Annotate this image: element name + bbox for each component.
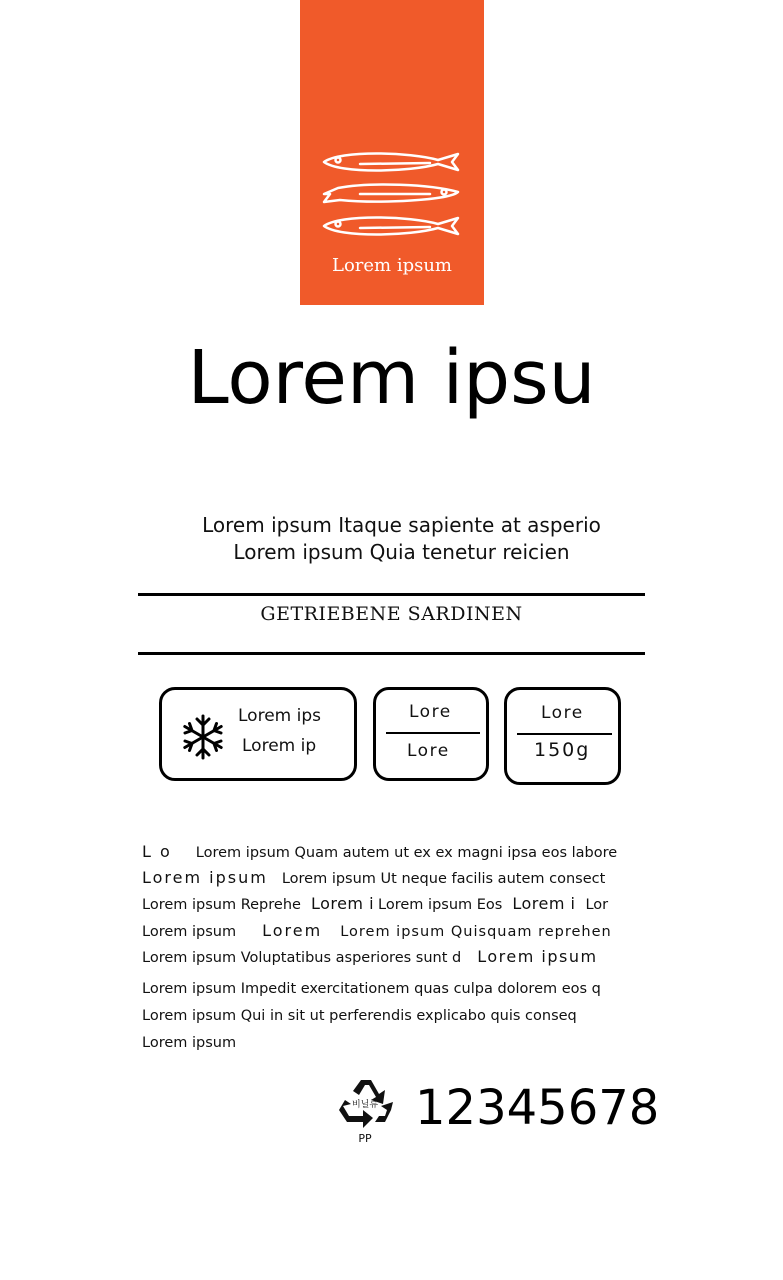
badge2-divider — [386, 732, 480, 734]
snowflake-icon — [180, 714, 226, 760]
body-row-7: Lorem ipsum Qui in sit ut perferendis explicabo quis conseq — [142, 1008, 577, 1024]
brand-name: Lorem ipsum — [331, 255, 452, 276]
body-r5a: Lorem ipsum Voluptatibus asperiores sunt d — [142, 950, 462, 966]
body-r3e: Lor — [585, 897, 609, 913]
body-row-2 — [142, 868, 642, 887]
body-r2b: Lorem ipsum Ut neque facilis autem consect — [281, 871, 606, 887]
body-row-5 — [142, 947, 642, 966]
badge3-top: Lore — [541, 703, 584, 723]
three-sardines-icon — [320, 146, 464, 242]
body-row-1 — [142, 842, 642, 861]
badge3-divider — [517, 733, 612, 735]
body-r3a: Lorem ipsum Reprehe — [142, 897, 301, 913]
info-badge-2 — [373, 687, 489, 781]
recycle-inner-text: 비닐류 — [351, 1100, 379, 1110]
frozen-badge — [159, 687, 357, 781]
body-r3d: Lorem i — [512, 894, 576, 913]
recycle-icon — [335, 1076, 395, 1132]
bottom-divider — [138, 652, 645, 655]
body-r4a: Lorem ipsum — [142, 924, 237, 940]
frozen-line-2: Lorem ip — [242, 736, 317, 756]
badge2-top: Lore — [409, 702, 452, 722]
body-row-6: Lorem ipsum Impedit exercitationem quas culpa dolorem eos q — [142, 981, 601, 997]
body-r1b: Lorem ipsum Quam autem ut ex ex magni ipsa eos labore — [195, 845, 618, 861]
body-r4c: Lorem ipsum Quisquam reprehen — [340, 924, 612, 940]
weight-badge — [504, 687, 621, 785]
body-row-4 — [142, 921, 642, 940]
logo-box — [300, 0, 484, 305]
subtitle-line-2: Lorem ipsum Quia tenetur reicien — [233, 540, 570, 564]
body-row-3 — [142, 894, 642, 913]
product-title: Lorem ipsu — [187, 335, 596, 421]
barcode-number: 12345678 — [415, 1080, 660, 1136]
body-r4b: Lorem — [262, 921, 323, 940]
badge2-bottom: Lore — [407, 741, 450, 761]
recycle-material: PP — [358, 1132, 372, 1145]
body-r1a: L o — [142, 842, 172, 861]
subtitle-line-1: Lorem ipsum Itaque sapiente at asperio — [202, 513, 601, 537]
frozen-line-1: Lorem ips — [238, 706, 321, 726]
net-weight: 150g — [534, 739, 591, 761]
body-row-8: Lorem ipsum — [142, 1035, 237, 1051]
body-r2a: Lorem ipsum — [142, 868, 268, 887]
body-r3b: Lorem i — [310, 894, 375, 913]
section-title: GETRIEBENE SARDINEN — [260, 603, 523, 625]
recycle-mark — [335, 1076, 395, 1148]
body-r3c: Lorem ipsum Eos — [378, 897, 503, 913]
top-divider — [138, 593, 645, 596]
body-r5b: Lorem ipsum — [477, 947, 598, 966]
